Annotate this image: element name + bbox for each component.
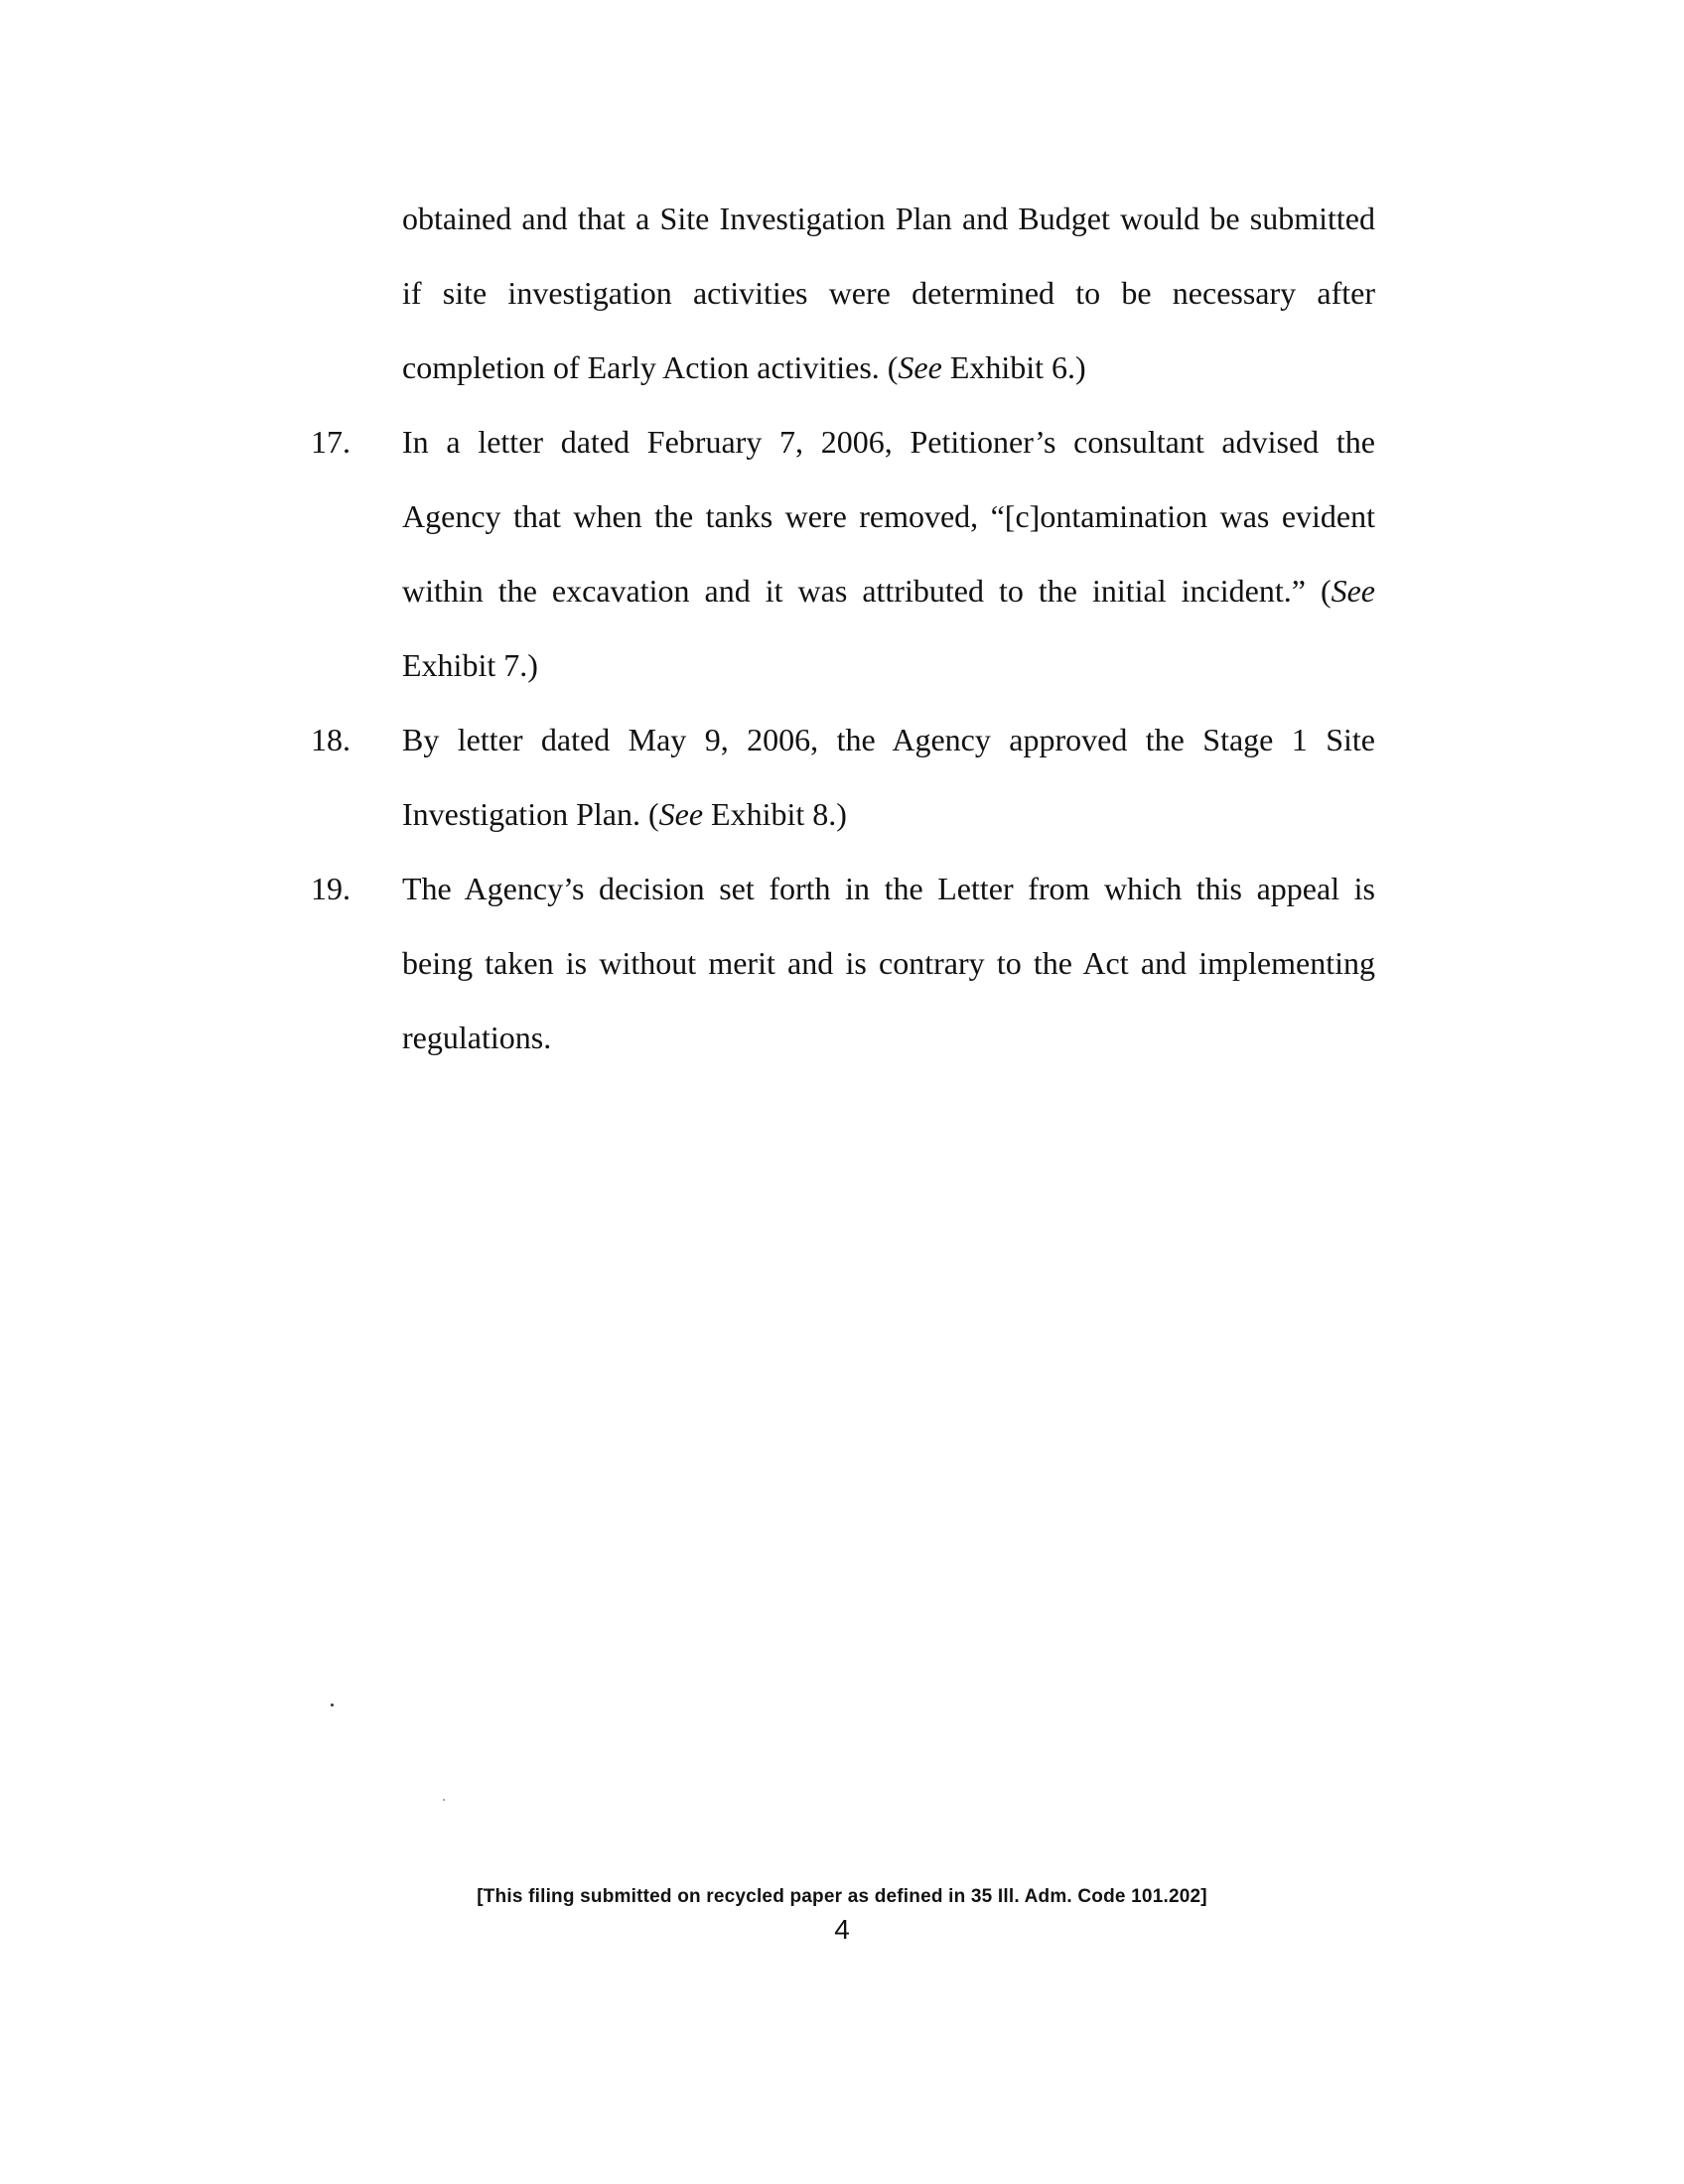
see-citation: See xyxy=(658,796,704,832)
paragraph-text: By letter dated May 9, 2006, the Agency approved the Stage 1 Site Investigation Plan. ( xyxy=(402,722,1375,832)
paragraph-text-end: Exhibit 8.) xyxy=(703,796,847,832)
paragraph-text-end: Exhibit 7.) xyxy=(402,647,538,683)
paragraph-text-end: Exhibit 6.) xyxy=(941,349,1086,385)
page-number: 4 xyxy=(834,1914,850,1945)
scan-speck xyxy=(443,1799,445,1801)
see-citation: See xyxy=(898,349,942,385)
see-citation: See xyxy=(1331,573,1375,609)
paragraph-number-17: 17. xyxy=(311,424,351,460)
paragraph-number-19: 19. xyxy=(311,871,351,906)
paragraph-19: The Agency’s decision set forth in the Letter from which this appeal is being taken is without merit and is contrary to the Act and implementing regulations. xyxy=(402,871,1375,1055)
paragraph-continuation xyxy=(402,182,1375,405)
paragraph-17 xyxy=(402,405,1375,703)
paragraph-18 xyxy=(402,703,1375,852)
recycled-paper-note: [This filing submitted on recycled paper as defined in 35 Ill. Adm. Code 101.202] xyxy=(477,1886,1207,1907)
paragraph-text: In a letter dated February 7, 2006, Petitioner’s consultant advised the Agency that when the tanks were removed, “[c]ontamination was evident within the excavation and it was attributed to the initial incident.” ( xyxy=(402,424,1375,609)
scan-speck xyxy=(331,1704,334,1706)
paragraph-text: obtained and that a Site Investigation Plan and Budget would be submitted if site investigation activities were determined to be necessary after completion of Early Action activities. ( xyxy=(402,201,1375,385)
paragraph-number-18: 18. xyxy=(311,722,351,757)
